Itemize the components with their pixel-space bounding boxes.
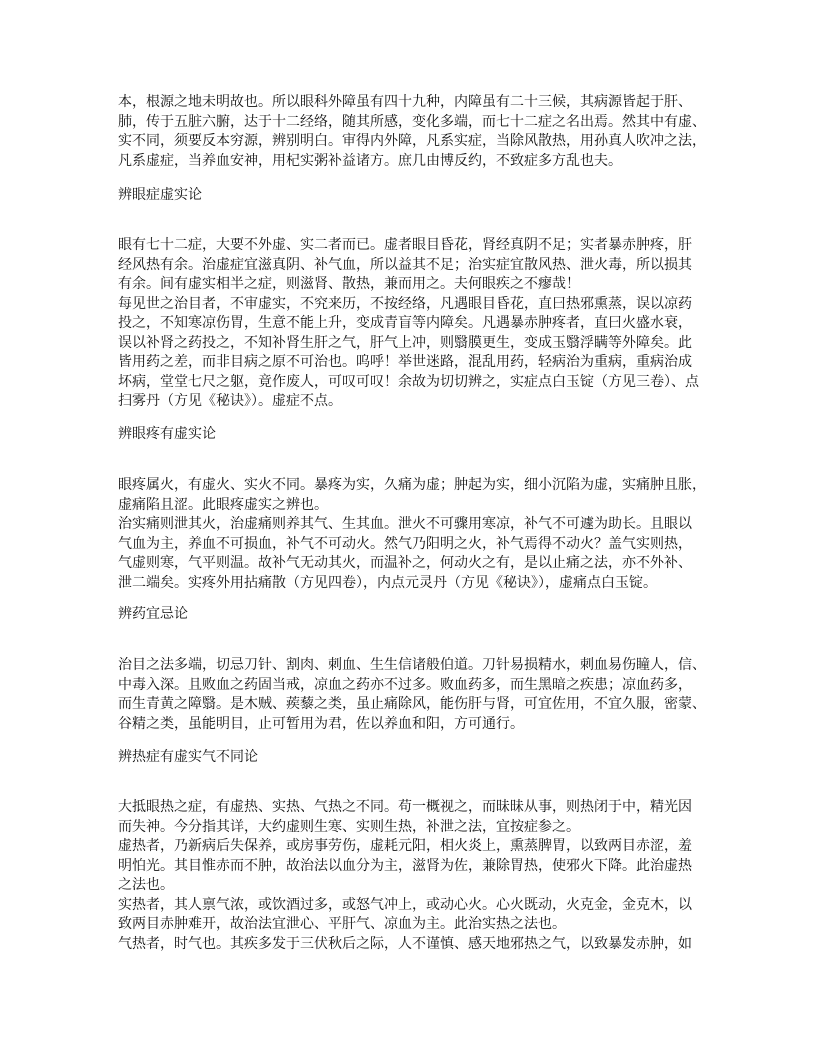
section-body: [118, 798, 718, 954]
text-line: 实热者，其人禀气浓，或饮酒过多，或怒气冲上，或动心火。心火既动，火克金，金克木，以: [118, 896, 692, 913]
intro-paragraph: [118, 93, 718, 171]
text-line: 每见世之治目者，不审虚实，不究来历，不按经络，凡遇眼目昏花，直曰热邪熏蒸，误以凉药: [118, 295, 692, 312]
section-heading: 辨药宜忌论: [118, 606, 188, 622]
text-line: 之法也。: [118, 877, 174, 893]
text-line: 明怕光。其目惟赤而不肿，故治法以血分为主，滋肾为佐，兼除胃热，使邪火下降。此治虚热: [118, 857, 692, 874]
text-line: 眼有七十二症，大要不外虚、实二者而已。虚者眼目昏花，肾经真阴不足；实者暴赤肿疼，肝: [118, 237, 692, 253]
text-line: 治实痛则泄其火，治虚痛则养其气、生其血。泄火不可骤用寒凉，补气不可遽为助长。且眼以: [118, 516, 692, 532]
text-line: 治目之法多端，切忌刀针、割肉、刺血、生生信诸般伯道。刀针易损精水，刺血易伤瞳人，信、: [118, 657, 706, 673]
text-line: 大抵眼热之症，有虚热、实热、气热之不同。苟一概视之，而昧昧从事，则热闭于中，精光因: [118, 799, 692, 815]
section-body: [118, 656, 718, 734]
text-line: 眼疼属火，有虚火、实火不同。暴疼为实，久痛为虚；肿起为实，细小沉陷为虚，实痛肿且胀，: [118, 477, 706, 493]
text-line: 凡系虚症，当养血安神，用杞实粥补益诸方。庶几由博反约，不致症多方乱也夫。: [118, 152, 622, 169]
text-line: 谷精之类，虽能明目，止可暂用为君，佐以养血和阳，方可通行。: [118, 715, 524, 732]
section-body: [118, 476, 718, 593]
section-heading: 辨眼症虚实论: [118, 187, 202, 203]
text-line: 肺，传于五脏六腑，达于十二经络，随其所感，变化多端，而七十二症之名出焉。然其中有虚、: [118, 113, 706, 130]
text-line: 泄二端矣。实疼外用拈痛散（方见四卷），内点元灵丹（方见《秘诀》），虚痛点白玉锭。: [118, 574, 657, 591]
section-body: [118, 236, 718, 412]
text-line: 坏病，堂堂七尺之躯，竟作废人，可叹可叹！余故为切切辨之，实症点白玉锭（方见三卷）、点: [118, 373, 699, 390]
text-line: 本，根源之地未明故也。所以眼科外障虽有四十九种，内障虽有二十三候，其病源皆起于肝、: [118, 94, 692, 110]
text-line: 而生青黄之障翳。是木贼、蒺藜之类，虽止痛除风，能伤肝与肾，可宜佐用，不宜久服，密蒙、: [118, 696, 706, 712]
text-line: 虚热者，乃新病后失保养，或房事劳伤，虚耗元阳，相火炎上，熏蒸脾胃，以致两目赤涩，羞: [118, 838, 692, 854]
text-line: 实不同，须要反本穷源，辨别明白。审得内外障，凡系实症，当除风散热，用孙真人吹冲之法，: [118, 133, 706, 149]
text-line: 有余。间有虚实相半之症，则滋肾、散热，兼而用之。夫何眼疾之不瘳哉！: [118, 276, 580, 292]
section-heading: 辨热症有虚实气不同论: [118, 749, 258, 765]
section-heading: 辨眼疼有虚实论: [118, 426, 216, 442]
text-line: 皆用药之差，而非目病之原不可治也。呜呼！举世迷路，混乱用药，轻病治为重病，重病治成: [118, 354, 692, 370]
text-line: 气虚则寒，气平则温。故补气无动其火，而温补之，何动火之有，是以止痛之法，亦不外补、: [118, 555, 692, 571]
text-line: 误以补肾之药投之，不知补肾生肝之气，肝气上冲，则翳膜更生，变成玉翳浮瞒等外障矣。此: [118, 334, 692, 351]
text-line: 扫雾丹（方见《秘诀》）。虚症不点。: [118, 393, 342, 409]
text-line: 气热者，时气也。其疾多发于三伏秋后之际，人不谨慎、感天地邪热之气，以致暴发赤肿，如: [118, 935, 692, 952]
text-line: 致两目赤肿难开，故治法宜泄心、平肝气、凉血为主。此治实热之法也。: [118, 916, 566, 932]
text-line: 虚痛陷且涩。此眼疼虚实之辨也。: [118, 496, 328, 513]
text-line: 经风热有余。治虚症宜滋真阴、补气血，所以益其不足；治实症宜散风热、泄火毒，所以损其: [118, 256, 692, 273]
text-line: 投之，不知寒凉伤胃，生意不能上升，变成青盲等内障矣。凡遇暴赤肿疼者，直曰火盛水衰，: [118, 315, 692, 331]
text-line: 而失神。今分指其详，大约虚则生寒、实则生热，补泄之法，宜按症参之。: [118, 818, 580, 835]
text-line: 气血为主，养血不可损血，补气不可动火。然气乃阳明之火，补气焉得不动火？盖气实则热，: [118, 535, 692, 552]
text-line: 中毒入深。且败血之药固当戒，凉血之药亦不过多。败血药多，而生黑暗之疾患；凉血药多，: [118, 676, 692, 693]
